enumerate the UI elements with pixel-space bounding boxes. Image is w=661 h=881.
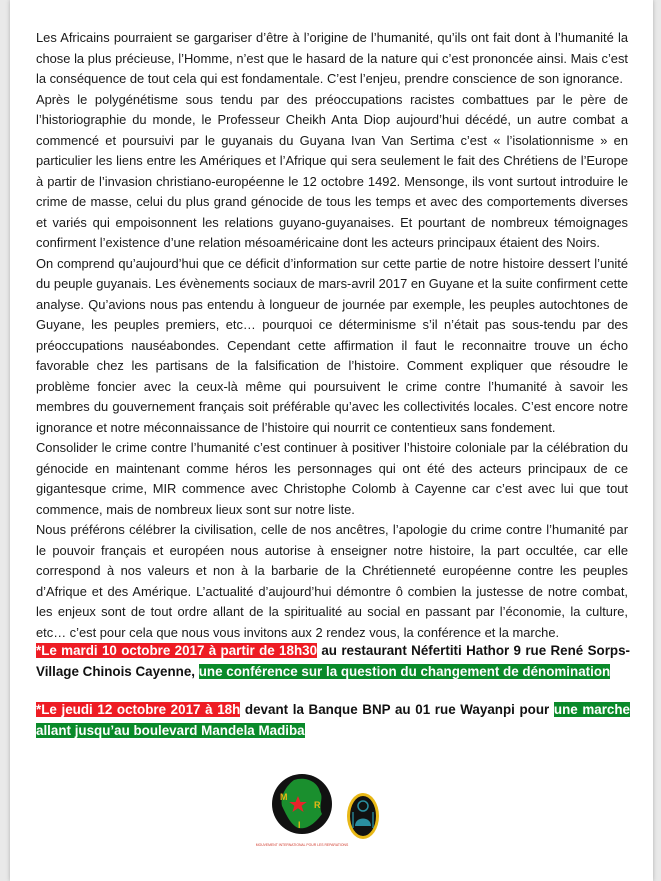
logo-letter-i: I: [298, 820, 301, 830]
organization-logos: [255, 768, 398, 858]
event-date-highlight: *Le mardi 10 octobre 2017 à partir de 18h30: [36, 643, 318, 658]
event-date-highlight: *Le jeudi 12 octobre 2017 à 18h: [36, 702, 241, 717]
document-page: [10, 0, 653, 881]
paragraph: Les Africains pourraient se gargariser d’être à l’origine de l’humanité, qu’ils ont fait dont à l’humanité la chose la plus précieuse, l’Homme, n’est que le hasard de la nature qui c’est prononcée ainsi. Mais c’est la conséquence de tout cela qui est fondamentale. C’est l’enjeu, prendre conscience de son ignorance.: [36, 30, 628, 86]
event-description-highlight: une conférence sur la question du changement de dénomination: [198, 664, 611, 679]
secondary-logo-inner: [350, 796, 376, 836]
event-announcements: [36, 640, 630, 758]
paragraph: Consolider le crime contre l’humanité c’est continuer à positiver l’histoire coloniale par la célébration du génocide en maintenant comme héros les personnages qui ont été des acteurs principaux de ce gigantesque crime, MIR commence avec Christophe Colomb à Cayenne car c’est avec lui que tout commence, mais de nombreux lieux sont sur notre liste.: [36, 440, 628, 517]
paragraph: On comprend qu’aujourd’hui que ce déficit d’information sur cette partie de notre histoire dessert l’unité du peuple guyanais. Les évènements sociaux de mars-avril 2017 en Guyane et la suite confirment cette analyse. Qu’avions nous pas entendu à longueur de journée par exemple, les peuples autochtones de Guyane, les peuples premiers, etc… pourquoi ce déterminisme s’il n’était pas sous-tendu par des préoccupations nauséabondes. Cependant cette affirmation il faut le reconnaitre trouve un écho favorable chez les partisans de la falsification de l’histoire. Comment expliquer que résoudre le problème foncier avec la ceux-là même qui poursuivent le crime contre l’humanité à savoir les membres du gouvernement français soit préférable qu’avec les collectivités locales. C’est encore notre ignorance et notre méconnaissance de l’histoire qui nourrit ce contentieux sans fondement.: [36, 255, 628, 435]
logo-letter-r: R: [314, 800, 321, 810]
logo-letter-m: M: [280, 792, 288, 802]
paragraph: Nous préférons célébrer la civilisation, celle de nos ancêtres, l’apologie du crime contre l’humanité par le pouvoir français et européen nous autorise à enseigner notre histoire, la part occultée, car elle correspond à nos valeurs et non à la barbarie de la Chrétienneté européenne contre les peuples d’Afrique et des Amérique. L’actualité d’aujourd’hui démontre ô combien la justesse de notre combat, les enjeux sont de tout ordre allant de la spiritualité au social en passant par l’économie, la culture, etc… c’est pour cela que nous vous invitons aux 2 rendez vous, la conférence et la marche.: [36, 522, 628, 640]
logo-caption: MOUVEMENT INTERNATIONAL POUR LES REPARATIONS: [255, 843, 349, 847]
event-conference: [36, 640, 630, 682]
event-location: au restaurant Néfertiti Hathor 9 rue René Sorps- Village Chinois Cayenne,: [36, 643, 630, 679]
paragraph: Après le polygénétisme sous tendu par des préoccupations racistes combattues par le père de l’historiographie du monde, le Professeur Cheikh Anta Diop aujourd’hui décédé, un autre combat a commencé et poursuivi par le guyanais du Guyana Ivan Van Sertima c’est « l’isolationnisme » en particulier les liens entre les Amériques et l’Afrique qui sera seulement le fait des Chrétiens de l’Europe à partir de l’invasion christiano-européenne le 12 octobre 1492. Mensonge, ils vont surtout introduire le crime de masse, celui du plus grand génocide de tous les temps et avec des comportements diverses et variés qui empoisonnent les relations guyano-guyanaises. Et pourtant de nombreux témoignages confirment l’existence d’une relation mésoaméricaine dont les acteurs principaux étaient des Noirs.: [36, 91, 628, 250]
event-location: devant la Banque BNP au 01 rue Wayanpi pour: [240, 702, 554, 717]
mir-logo: [255, 768, 398, 858]
article-body: [36, 28, 628, 643]
event-march: [36, 699, 630, 741]
event-description-highlight: une marche allant jusqu’au boulevard Mandela Madiba: [36, 702, 630, 738]
